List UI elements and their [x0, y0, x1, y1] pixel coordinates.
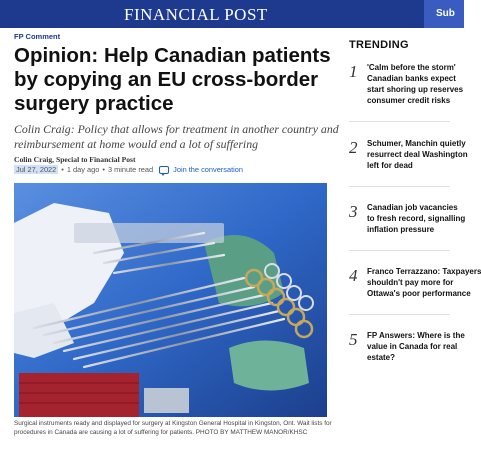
divider	[349, 314, 450, 315]
trending-rank: 4	[349, 266, 358, 285]
trending-headline	[367, 266, 481, 299]
publish-date: Jul 27, 2022	[16, 165, 57, 174]
trending-heading: TRENDING	[349, 39, 409, 51]
join-conversation-link[interactable]: Join the conversation	[173, 165, 243, 174]
separator-dot: •	[61, 165, 64, 174]
trending-line: Franco Terrazzano: Taxpayers	[367, 267, 481, 276]
brand-logo[interactable]: FINANCIAL POST	[124, 5, 268, 24]
trending-line: Canadian banks expect	[367, 74, 456, 83]
divider	[349, 121, 450, 122]
trending-line: shouldn't pay more for	[367, 278, 454, 287]
trending-rank: 2	[349, 138, 358, 157]
surgical-instruments-image	[14, 183, 327, 417]
divider	[349, 186, 450, 187]
trending-item[interactable]	[349, 62, 469, 112]
comment-icon[interactable]	[159, 166, 169, 174]
subscribe-label: Sub	[436, 8, 455, 19]
photo-caption: Surgical instruments ready and displayed for surgery at Kingston General Hospital in Kingston, Ont. Wait lists for procedures in Canada are causing a lot of suffering for patients. PHOTO BY MATTHEW MANOR/KHSC	[14, 420, 332, 436]
trending-line: 'Calm before the storm'	[367, 63, 456, 72]
article-meta	[14, 164, 243, 175]
masthead	[0, 0, 455, 28]
trending-rank: 3	[349, 202, 358, 221]
subscribe-button[interactable]	[424, 0, 464, 28]
byline[interactable]: Colin Craig, Special to Financial Post	[14, 155, 136, 164]
divider	[349, 250, 450, 251]
article-dek: Colin Craig: Policy that allows for treatment in another country and reimbursement at home would end a lot of suffering	[14, 122, 339, 151]
trending-line: estate?	[367, 353, 396, 362]
trending-line: start shoring up reserves	[367, 85, 464, 94]
trending-line: value in Canada for real	[367, 342, 458, 351]
trending-item[interactable]	[349, 138, 469, 178]
trending-item[interactable]	[349, 330, 469, 370]
trending-line: Schumer, Manchin quietly	[367, 139, 466, 148]
article-age: 1 day ago	[66, 165, 100, 174]
trending-line: left for dead	[367, 161, 413, 170]
trending-line: resurrect deal Washington	[367, 150, 468, 159]
trending-headline	[367, 62, 477, 106]
read-time: 3 minute read	[107, 165, 154, 174]
trending-item[interactable]	[349, 202, 469, 242]
trending-line: Canadian job vacancies	[367, 203, 458, 212]
trending-headline	[367, 330, 477, 363]
trending-line: to fresh record, signalling	[367, 214, 466, 223]
trending-rank: 5	[349, 330, 358, 349]
trending-headline	[367, 202, 477, 235]
article-headline: Opinion: Help Canadian patients by copying an EU cross-border surgery practice	[14, 44, 331, 115]
trending-line: Ottawa's poor performance	[367, 289, 471, 298]
trending-headline	[367, 138, 477, 171]
separator-dot: •	[102, 165, 105, 174]
trending-rank: 1	[349, 62, 358, 81]
trending-item[interactable]	[349, 266, 481, 306]
trending-line: FP Answers: Where is the	[367, 331, 465, 340]
section-label[interactable]: FP Comment	[14, 32, 61, 41]
article-photo[interactable]	[14, 183, 327, 417]
trending-line: inflation pressure	[367, 225, 435, 234]
trending-line: consumer credit risks	[367, 96, 451, 105]
